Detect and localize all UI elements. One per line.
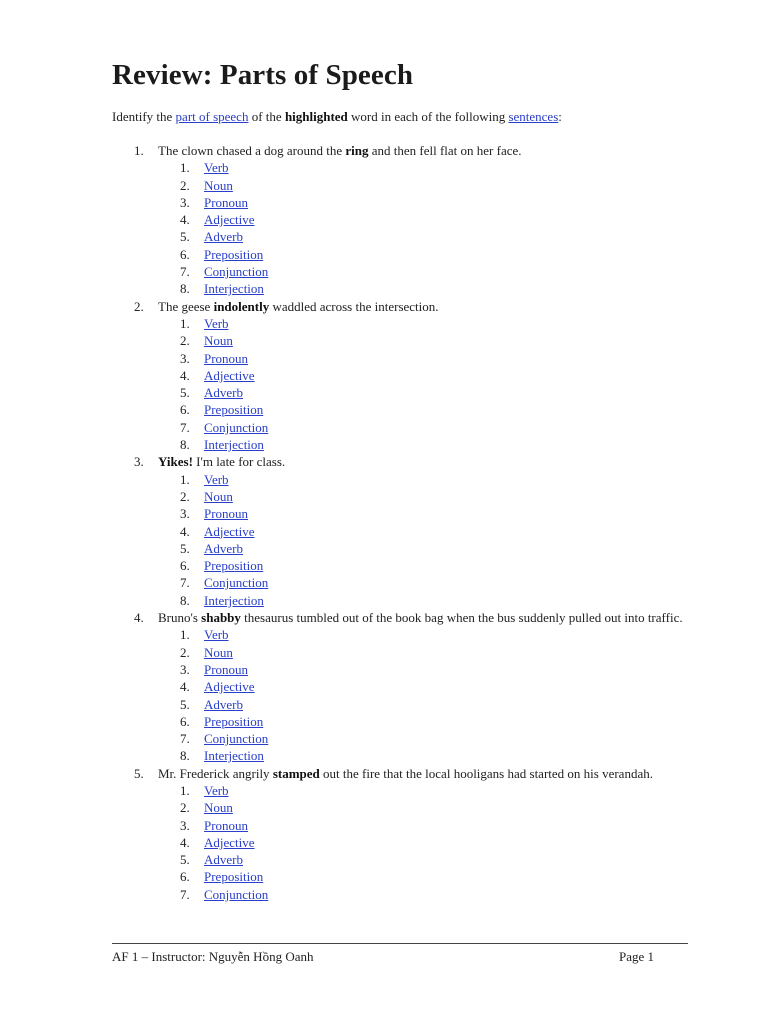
footer-divider (112, 943, 688, 944)
option-number: 7. (180, 264, 190, 280)
option-number: 3. (180, 194, 190, 210)
sentences-link[interactable]: sentences (508, 109, 559, 124)
answer-option (158, 263, 692, 280)
answer-option-link-pronoun[interactable]: Pronoun (204, 817, 249, 833)
answer-option-link-noun[interactable]: Noun (204, 800, 233, 816)
sentence-text-before: The geese (158, 298, 214, 314)
answer-option-link-preposition[interactable]: Preposition (204, 869, 264, 885)
answer-option (158, 678, 692, 695)
option-number: 4. (180, 367, 190, 383)
sentence-text-after: and then fell flat on her face. (368, 143, 522, 158)
option-number: 7. (180, 886, 190, 902)
answer-option (158, 194, 692, 211)
answer-option-link-verb[interactable]: Verb (204, 315, 229, 331)
highlighted-word: stamped (272, 765, 320, 781)
answer-option-link-adjective[interactable]: Adjective (204, 523, 255, 539)
answer-option-link-interjection[interactable]: Interjection (204, 592, 264, 608)
option-number: 6. (180, 869, 190, 885)
option-number: 7. (180, 731, 190, 747)
answer-option (158, 644, 692, 661)
answer-options (158, 159, 692, 297)
answer-option-link-adjective[interactable]: Adjective (204, 212, 255, 228)
answer-option-link-pronoun[interactable]: Pronoun (204, 506, 249, 522)
option-number: 7. (180, 419, 190, 435)
answer-options (158, 471, 692, 609)
answer-option-link-noun[interactable]: Noun (204, 488, 233, 504)
answer-option (158, 436, 692, 453)
answer-option (158, 246, 692, 263)
question-number: 4. (134, 610, 144, 626)
sentence-text-after: thesaurus tumbled out of the book bag when the bus suddenly pulled out into traffic. (240, 610, 683, 626)
answer-option (158, 799, 692, 816)
intro-text-4: : (558, 109, 562, 124)
instructions (112, 108, 692, 125)
sentence-text-before: The clown chased a dog around the (158, 143, 346, 158)
question-list (112, 142, 692, 903)
option-number: 6. (180, 713, 190, 729)
option-number: 4. (180, 523, 190, 539)
intro-bold-word: highlighted (284, 109, 348, 124)
option-number: 2. (180, 644, 190, 660)
answer-option-link-verb[interactable]: Verb (204, 782, 229, 798)
answer-option (158, 419, 692, 436)
answer-option-link-preposition[interactable]: Preposition (204, 558, 264, 574)
answer-options (158, 626, 692, 764)
answer-option (158, 540, 692, 557)
option-number: 2. (180, 177, 190, 193)
answer-option (158, 574, 692, 591)
answer-option (158, 471, 692, 488)
option-number: 4. (180, 212, 190, 228)
answer-options (158, 315, 692, 453)
footer-instructor: AF 1 – Instructor: Nguyễn Hồng Oanh (112, 949, 314, 964)
answer-option (158, 350, 692, 367)
answer-option (158, 592, 692, 609)
answer-option-link-verb[interactable]: Verb (204, 160, 229, 176)
answer-option-link-conjunction[interactable]: Conjunction (204, 731, 269, 747)
answer-option-link-conjunction[interactable]: Conjunction (204, 419, 269, 435)
answer-option-link-pronoun[interactable]: Pronoun (204, 661, 249, 677)
answer-option (158, 401, 692, 418)
answer-option-link-pronoun[interactable]: Pronoun (204, 350, 249, 366)
answer-option (158, 834, 692, 851)
answer-option-link-verb[interactable]: Verb (204, 471, 229, 487)
highlighted-word: indolently (213, 298, 270, 314)
answer-option-link-adverb[interactable]: Adverb (204, 696, 243, 712)
answer-option (158, 747, 692, 764)
answer-option (158, 713, 692, 730)
answer-option (158, 557, 692, 574)
option-number: 6. (180, 402, 190, 418)
question-item (112, 609, 692, 765)
option-number: 8. (180, 281, 190, 297)
option-number: 3. (180, 661, 190, 677)
sentence-text-after: out the fire that the local hooligans had started on his verandah. (319, 765, 653, 781)
answer-option (158, 851, 692, 868)
question-sentence (158, 609, 692, 626)
answer-option (158, 280, 692, 297)
answer-option-link-noun[interactable]: Noun (204, 333, 233, 349)
answer-option-link-adverb[interactable]: Adverb (204, 540, 243, 556)
answer-option (158, 315, 692, 332)
question-sentence (158, 142, 692, 159)
option-number: 2. (180, 333, 190, 349)
answer-option (158, 782, 692, 799)
question-item (112, 142, 692, 298)
option-number: 5. (180, 540, 190, 556)
answer-option-link-adverb[interactable]: Adverb (204, 852, 243, 868)
option-number: 5. (180, 852, 190, 868)
option-number: 1. (180, 160, 190, 176)
intro-text-3: word in each of the following (347, 109, 509, 124)
option-number: 1. (180, 471, 190, 487)
option-number: 3. (180, 506, 190, 522)
option-number: 5. (180, 229, 190, 245)
question-sentence (158, 453, 692, 470)
answer-option (158, 730, 692, 747)
answer-option-link-interjection[interactable]: Interjection (204, 437, 264, 453)
answer-option (158, 886, 692, 903)
intro-text-1: Identify the (112, 109, 176, 124)
answer-option-link-noun[interactable]: Noun (204, 644, 233, 660)
sentence-text-after: waddled across the intersection. (269, 298, 439, 314)
answer-option (158, 367, 692, 384)
answer-option-link-adverb[interactable]: Adverb (204, 385, 243, 401)
footer-page-number: Page 1 (618, 949, 654, 964)
answer-option (158, 488, 692, 505)
option-number: 7. (180, 575, 190, 591)
sentence-text-after: I'm late for class. (192, 454, 286, 470)
answer-option (158, 626, 692, 643)
answer-option-link-conjunction[interactable]: Conjunction (204, 575, 269, 591)
answer-options (158, 782, 692, 903)
answer-option (158, 332, 692, 349)
answer-option (158, 159, 692, 176)
answer-option (158, 696, 692, 713)
option-number: 2. (180, 800, 190, 816)
answer-option-link-adjective[interactable]: Adjective (204, 367, 255, 383)
answer-option (158, 523, 692, 540)
answer-option (158, 661, 692, 678)
question-number: 1. (134, 143, 144, 158)
option-number: 1. (180, 782, 190, 798)
question-item (112, 298, 692, 454)
answer-option-link-pronoun[interactable]: Pronoun (204, 194, 249, 210)
answer-option (158, 211, 692, 228)
document-page (112, 56, 692, 903)
option-number: 4. (180, 834, 190, 850)
sentence-text-before: Mr. Frederick angrily (158, 765, 273, 781)
sentence-text-before: Bruno's (158, 610, 202, 626)
intro-text-2: of the (248, 109, 285, 124)
answer-option-link-verb[interactable]: Verb (204, 627, 229, 643)
option-number: 6. (180, 246, 190, 262)
option-number: 5. (180, 385, 190, 401)
highlighted-word: Yikes! (158, 454, 193, 470)
answer-option-link-adjective[interactable]: Adjective (204, 834, 255, 850)
answer-option-link-interjection[interactable]: Interjection (204, 748, 264, 764)
part-of-speech-link[interactable]: part of speech (175, 109, 249, 124)
option-number: 1. (180, 627, 190, 643)
highlighted-word: ring (345, 143, 369, 158)
answer-option (158, 384, 692, 401)
question-sentence (158, 765, 692, 782)
answer-option-link-conjunction[interactable]: Conjunction (204, 886, 269, 902)
answer-option (158, 817, 692, 834)
answer-option (158, 868, 692, 885)
answer-option-link-preposition[interactable]: Preposition (204, 246, 264, 262)
question-sentence (158, 298, 692, 315)
answer-option-link-interjection[interactable]: Interjection (204, 281, 264, 297)
answer-option-link-noun[interactable]: Noun (204, 177, 233, 193)
question-number: 3. (134, 454, 144, 470)
answer-option-link-preposition[interactable]: Preposition (204, 402, 264, 418)
answer-option-link-adjective[interactable]: Adjective (204, 679, 255, 695)
option-number: 8. (180, 592, 190, 608)
answer-option (158, 228, 692, 245)
option-number: 1. (180, 315, 190, 331)
highlighted-word: shabby (201, 610, 241, 626)
answer-option-link-conjunction[interactable]: Conjunction (204, 264, 269, 280)
option-number: 5. (180, 696, 190, 712)
question-item (112, 453, 692, 609)
question-number: 5. (134, 765, 144, 781)
question-number: 2. (134, 298, 144, 314)
answer-option (158, 177, 692, 194)
option-number: 6. (180, 558, 190, 574)
answer-option (158, 505, 692, 522)
option-number: 3. (180, 817, 190, 833)
question-item (112, 765, 692, 903)
answer-option-link-adverb[interactable]: Adverb (204, 229, 243, 245)
option-number: 8. (180, 748, 190, 764)
option-number: 3. (180, 350, 190, 366)
option-number: 2. (180, 488, 190, 504)
answer-option-link-preposition[interactable]: Preposition (204, 713, 264, 729)
option-number: 8. (180, 437, 190, 453)
page-footer (112, 948, 654, 965)
page-title: Review: Parts of Speech (112, 59, 414, 91)
option-number: 4. (180, 679, 190, 695)
